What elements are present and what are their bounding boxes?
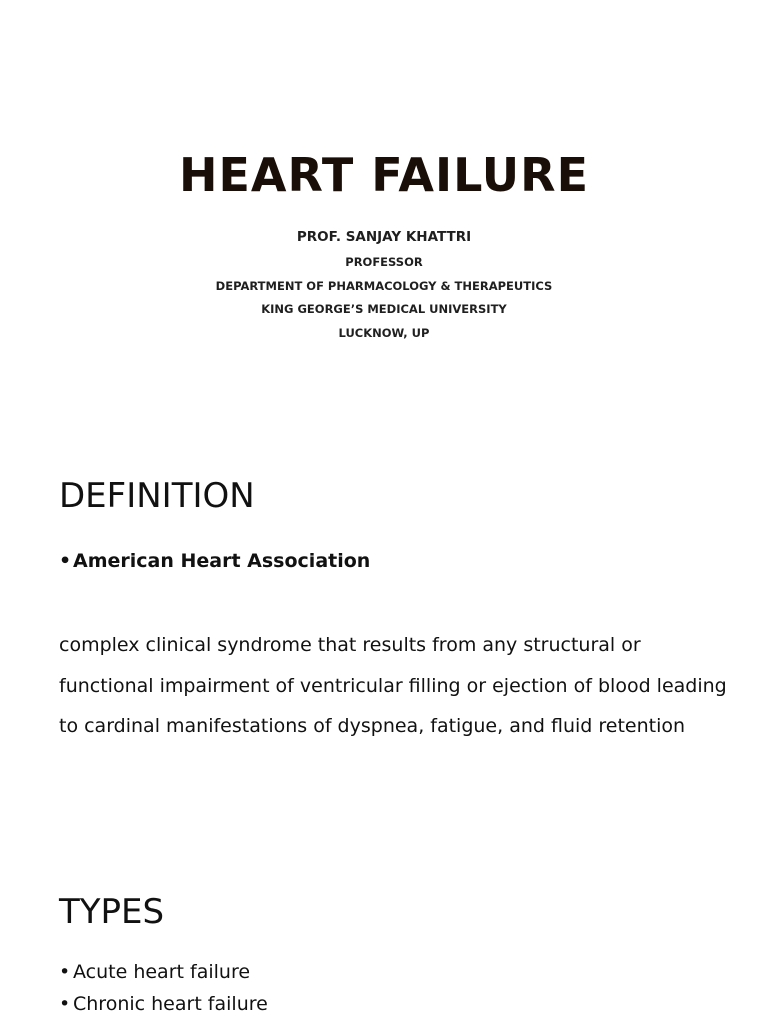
list-item — [59, 956, 268, 988]
author-position: PROFESSOR — [345, 255, 423, 269]
definition-line: to cardinal manifestations of dyspnea, fatigue, and fluid retention — [59, 715, 686, 737]
definition-paragraph — [59, 625, 727, 747]
bullet-marker: • — [59, 961, 71, 983]
author-block — [0, 227, 768, 345]
types-heading: TYPES — [59, 892, 165, 932]
type-item-label: Chronic heart failure — [73, 993, 268, 1015]
author-location: LUCKNOW, UP — [338, 325, 430, 340]
author-university: KING GEORGE’S MEDICAL UNIVERSITY — [261, 302, 507, 316]
slide-title: HEART FAILURE — [179, 148, 589, 202]
types-list — [59, 956, 268, 1020]
bullet-marker: • — [59, 993, 71, 1015]
definition-heading: DEFINITION — [59, 476, 255, 516]
list-item — [59, 988, 268, 1020]
type-item-label: Acute heart failure — [73, 961, 251, 983]
author-name: PROF. SANJAY KHATTRI — [296, 229, 472, 245]
author-department: DEPARTMENT OF PHARMACOLOGY & THERAPEUTICS — [215, 278, 553, 293]
definition-line: functional impairment of ventricular filling or ejection of blood leading — [59, 674, 727, 697]
bullet-marker: • — [59, 550, 72, 572]
definition-line: complex clinical syndrome that results from any structural or — [59, 634, 641, 656]
definition-source-bullet — [59, 550, 370, 572]
definition-source: American Heart Association — [73, 550, 371, 572]
